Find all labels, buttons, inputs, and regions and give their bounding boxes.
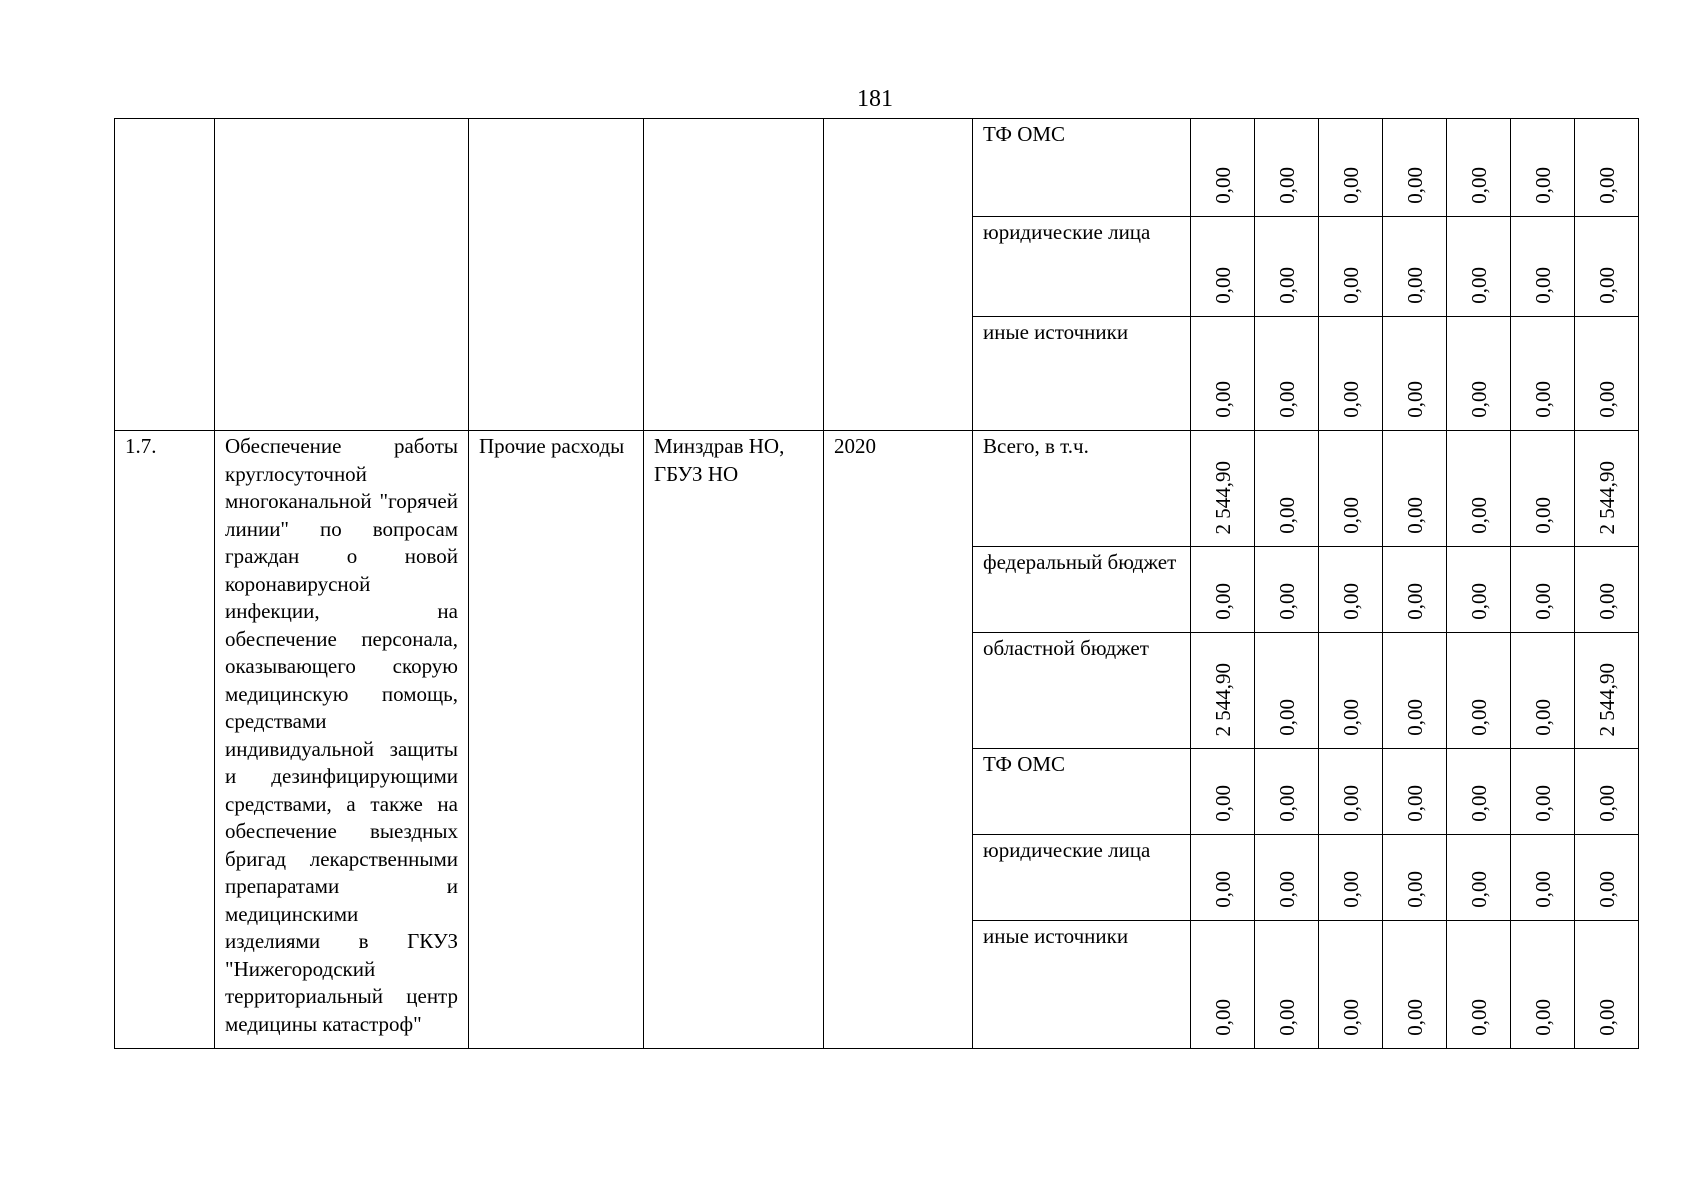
value-cell: 0,00	[1338, 167, 1363, 204]
value-cell: 2 544,90	[1210, 460, 1235, 534]
value-cell: 2 544,90	[1210, 662, 1235, 736]
value-cell: 0,00	[1594, 167, 1619, 204]
year: 2020	[834, 434, 876, 458]
value-cell: 0,00	[1274, 699, 1299, 736]
value-cell: 0,00	[1338, 699, 1363, 736]
value-cell: 0,00	[1274, 497, 1299, 534]
value-cell: 0,00	[1274, 785, 1299, 822]
item-description: Обеспечение работы круглосуточной многоканальной "горячей линии" по вопросам граждан о новой коронавирусной инфекции, на обеспечение персонала, оказывающего скорую медицинскую помощь, средствами индивидуальной защиты и дезинфицирующими средствами, а также на обеспечение выездных бригад лекарственными препаратами и медицинскими изделиями в ГКУЗ "Нижегородский территориальный центр медицины катастроф"	[225, 434, 458, 1036]
funding-source-label: Всего, в т.ч.	[983, 434, 1089, 458]
value-cell: 0,00	[1402, 167, 1427, 204]
funding-source-label: иные источники	[983, 320, 1129, 344]
value-cell: 0,00	[1402, 999, 1427, 1036]
value-cell: 0,00	[1210, 381, 1235, 418]
value-cell: 0,00	[1594, 381, 1619, 418]
value-cell: 0,00	[1274, 871, 1299, 908]
value-cell: 0,00	[1402, 871, 1427, 908]
value-cell: 0,00	[1466, 871, 1491, 908]
value-cell: 0,00	[1210, 583, 1235, 620]
funding-source-label: федеральный бюджет	[983, 550, 1177, 574]
value-cell: 0,00	[1530, 381, 1555, 418]
value-cell: 0,00	[1210, 785, 1235, 822]
value-cell: 0,00	[1530, 267, 1555, 304]
value-cell: 0,00	[1402, 497, 1427, 534]
expense-type: Прочие расходы	[479, 434, 625, 458]
value-cell: 0,00	[1530, 583, 1555, 620]
value-cell: 0,00	[1594, 999, 1619, 1036]
value-cell: 0,00	[1466, 583, 1491, 620]
value-cell: 0,00	[1210, 267, 1235, 304]
funding-source-label: юридические лица	[983, 838, 1151, 862]
value-cell: 0,00	[1402, 785, 1427, 822]
value-cell: 0,00	[1274, 167, 1299, 204]
value-cell: 0,00	[1210, 999, 1235, 1036]
value-cell: 0,00	[1530, 699, 1555, 736]
empty-cell-year	[824, 119, 973, 431]
value-cell: 0,00	[1402, 267, 1427, 304]
value-cell: 0,00	[1274, 583, 1299, 620]
value-cell: 0,00	[1274, 999, 1299, 1036]
value-cell: 0,00	[1402, 381, 1427, 418]
empty-cell-number	[115, 119, 215, 431]
value-cell: 0,00	[1530, 497, 1555, 534]
value-cell: 2 544,90	[1594, 662, 1619, 736]
value-cell: 0,00	[1210, 871, 1235, 908]
value-cell: 0,00	[1594, 583, 1619, 620]
value-cell: 0,00	[1338, 497, 1363, 534]
value-cell: 0,00	[1466, 381, 1491, 418]
value-cell: 0,00	[1338, 583, 1363, 620]
value-cell: 0,00	[1274, 381, 1299, 418]
funding-source-label: областной бюджет	[983, 636, 1149, 660]
value-cell: 0,00	[1210, 167, 1235, 204]
value-cell: 0,00	[1466, 699, 1491, 736]
value-cell: 0,00	[1338, 267, 1363, 304]
value-cell: 0,00	[1594, 267, 1619, 304]
value-cell: 0,00	[1338, 785, 1363, 822]
program-table	[114, 118, 1639, 1049]
value-cell: 0,00	[1466, 785, 1491, 822]
value-cell: 2 544,90	[1594, 460, 1619, 534]
funding-source-label: ТФ ОМС	[983, 752, 1066, 776]
value-cell: 0,00	[1466, 999, 1491, 1036]
funding-source-label: иные источники	[983, 924, 1129, 948]
value-cell: 0,00	[1338, 381, 1363, 418]
value-cell: 0,00	[1274, 267, 1299, 304]
empty-cell-expense-type	[469, 119, 644, 431]
funding-source-label: ТФ ОМС	[983, 122, 1066, 146]
value-cell: 0,00	[1594, 785, 1619, 822]
empty-cell-description	[215, 119, 469, 431]
page-number: 181	[857, 86, 893, 112]
value-cell: 0,00	[1402, 583, 1427, 620]
value-cell: 0,00	[1402, 699, 1427, 736]
table-row	[115, 119, 1639, 217]
value-cell: 0,00	[1530, 167, 1555, 204]
value-cell: 0,00	[1530, 871, 1555, 908]
executor: Минздрав НО, ГБУЗ НО	[654, 434, 785, 486]
funding-source-label: юридические лица	[983, 220, 1151, 244]
value-cell: 0,00	[1466, 497, 1491, 534]
value-cell: 0,00	[1594, 871, 1619, 908]
value-cell: 0,00	[1338, 871, 1363, 908]
value-cell: 0,00	[1530, 785, 1555, 822]
value-cell: 0,00	[1466, 167, 1491, 204]
value-cell: 0,00	[1466, 267, 1491, 304]
item-number: 1.7.	[125, 434, 157, 458]
value-cell: 0,00	[1530, 999, 1555, 1036]
empty-cell-executor	[644, 119, 824, 431]
value-cell: 0,00	[1338, 999, 1363, 1036]
table-row	[115, 431, 1639, 547]
